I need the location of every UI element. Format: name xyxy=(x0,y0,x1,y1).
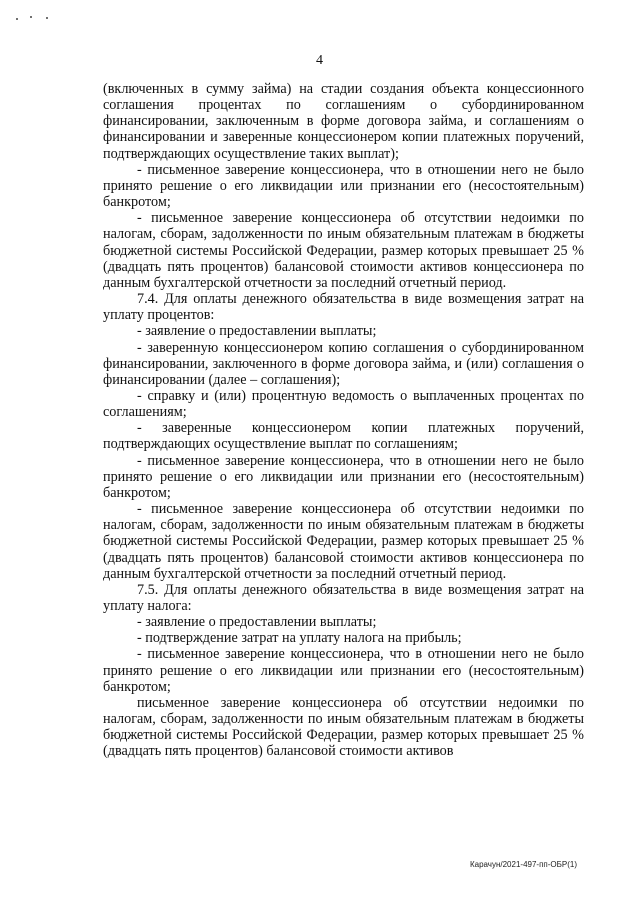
footer-document-code: Карачун/2021-497-пп-ОБР(1) xyxy=(469,860,577,869)
paragraph: - письменное заверение концессионера, что в отношении него не было принято решение о его ликвидации или признании его (несостоятельным) банкротом; xyxy=(103,646,584,695)
paragraph: письменное заверение концессионера об отсутствии недоимки по налогам, сборам, задолженности по иным обязательным платежам в бюджеты бюджетной системы Российской Федерации, размер которых превышает 25 % (двадцать пять процентов) балансовой стоимости активов xyxy=(103,694,584,760)
section-heading-7-5: 7.5. Для оплаты денежного обязательства в виде возмещения затрат на уплату налога: xyxy=(103,581,584,614)
paragraph: - заверенную концессионером копию соглашения о субординированном финансировании, заключенного в форме договора займа, и (или) соглашения о финансировании (далее – соглашения); xyxy=(103,339,584,388)
paragraph: - письменное заверение концессионера об отсутствии недоимки по налогам, сборам, задолженности по иным обязательным платежам в бюджеты бюджетной системы Российской Федерации, размер которых превышает 25 % (двадцать пять процентов) балансовой стоимости активов концессионера по данным бухгалтерской отчетности за последний отчетный период. xyxy=(103,210,584,291)
scan-speck xyxy=(46,17,48,19)
paragraph: - заявление о предоставлении выплаты; xyxy=(137,614,377,631)
paragraph: - письменное заверение концессионера об отсутствии недоимки по налогам, сборам, задолженности по иным обязательным платежам в бюджеты бюджетной системы Российской Федерации, размер которых превышает 25 % (двадцать пять процентов) балансовой стоимости активов концессионера по данным бухгалтерской отчетности за последний отчетный период. xyxy=(103,501,584,582)
paragraph: - письменное заверение концессионера, что в отношении него не было принято решение о его ликвидации или признании его (несостоятельным) банкротом; xyxy=(103,452,584,501)
page-number: 4 xyxy=(316,53,323,68)
scan-speck xyxy=(16,18,18,20)
scan-specks xyxy=(16,16,56,22)
paragraph: - подтверждение затрат на уплату налога на прибыль; xyxy=(137,630,462,647)
paragraph: - заверенные концессионером копии платежных поручений, подтверждающих осуществление выплат по соглашениям; xyxy=(103,420,584,453)
paragraph: (включенных в сумму займа) на стадии создания объекта концессионного соглашения процентах по соглашениям о субординированном финансировании, заключенным в форме договора займа, и соглашениям о финансировании и заверенные концессионером копии платежных поручений, подтверждающих осуществление таких выплат); xyxy=(103,81,584,162)
paragraph: - заявление о предоставлении выплаты; xyxy=(137,323,377,340)
paragraph: - письменное заверение концессионера, что в отношении него не было принято решение о его ликвидации или признании его (несостоятельным) банкротом; xyxy=(103,161,584,211)
document-body xyxy=(103,81,584,760)
scan-speck xyxy=(30,16,32,18)
paragraph: - справку и (или) процентную ведомость о выплаченных процентах по соглашениям; xyxy=(103,387,584,421)
section-heading-7-4: 7.4. Для оплаты денежного обязательства в виде возмещения затрат на уплату процентов: xyxy=(103,291,584,324)
